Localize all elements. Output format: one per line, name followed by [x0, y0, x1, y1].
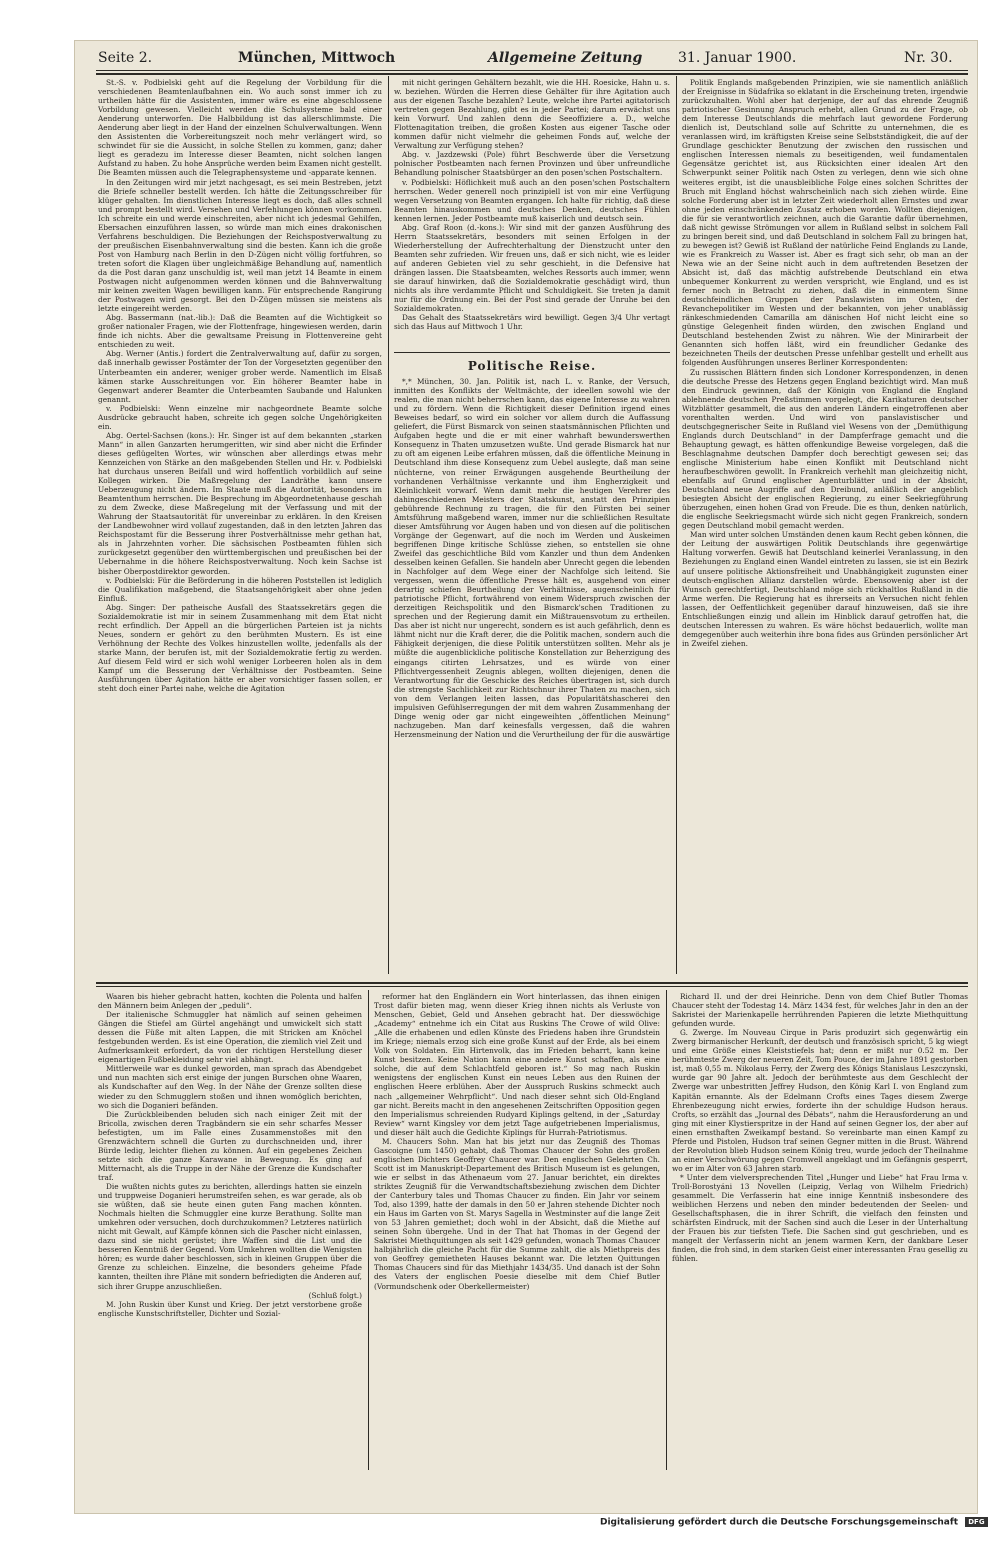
paragraph: Die Zurückbleibenden beluden sich nach einiger Zeit mit der Bricolla, zwischen deren Tragbändern sie ein sehr scharfes Messer befestigten, um im Falle eines Zusammenstoßes mit den Grenzwächtern schnell die Gurten zu durchschneiden und, ihrer Bürde ledig, leichter fliehen zu können. Auf ein gegebenes Zeichen setzte sich die ganze Karawane in Bewegung. Es ging auf Mitternacht, als die Truppe in der Nähe der Grenze die Kundschafter traf. [98, 1109, 362, 1182]
issue-number: Nr. 30. [904, 50, 953, 66]
paragraph: St.-S. v. Podbielski geht auf die Regelung der Vorbildung für die verschiedenen Beamtenlaufbahnen ein. Wo auch sonst immer ich zu urtheilen hätte für die Assistenten, immer wäre es eine abgeschlossene Vorbildung gewesen. Vielleicht werden die Schulsysteme bald einer Aenderung unterworfen. Die Halbbildung ist das allerschlimmste. Die Aenderung aber liegt in der Hand der einzelnen Schulverwaltungen. Wenn den Assistenten die Vorbereitungszeit noch mehr verlängert wird, so schwindet für sie die Aussicht, in solche Stellen zu kommen, ganz; daher liegt es geradezu im Interesse dieser Beamten, nicht solchen langen Aufstand zu haben. Zu hohe Ansprüche werden beim Examen nicht gestellt. Die Beamten müssen auch die Telegraphensysteme und -apparate kennen. [98, 78, 382, 178]
article-title: Politische Reise. [467, 359, 597, 373]
paragraph: *,* München, 30. Jan. Politik ist, nach L. v. Ranke, der Versuch, inmitten des Konflikts der Weltmächte, der ideellen sowohl wie der realen, die man nicht beherrschen kann, das eigene Interesse zu wahren und zu fördern. Wenn die Richtigkeit dieser Definition irgend eines Beweises bedarf, so wird ein solcher vor allem durch die Auffassung geliefert, die Fürst Bismarck von seinen staatsmännischen Pflichten und Aufgaben hegte und die er mit einer wahrhaft bewunderswerthen Konsequenz in Thaten umzusetzen wußte. Und gerade Bismarck hat nur zu oft am eigenen Leibe erfahren müssen, daß die öffentliche Meinung in Deutschland ihm diese Konsequenz zum Uebel auslegte, daß man seine nüchterne, von reiner Erwägungen ausgehende Beurtheilung der vorhandenen Verhältnisse verkannte und ihm Engherzigkeit und Kleinlichkeit vorwarf. Wenn damit mehr die heutigen Verehrer des dahingeschiedenen Meisters der Staatskunst, anstatt den Prinzipien gebührende Rechnung zu tragen, die für den Fürsten bei seiner Amtsführung maßgebend waren, immer nur die schließlichen Resultate dieser Amtsführung vor Augen haben und von diesen auf die politischen Vorgänge der Gegenwart, auf die noch im Werden und Auskeimen begriffenen Dinge kritische Schlüsse ziehen, so entstellen sie ohne Zweifel das geschichtliche Bild vom Kanzler und thun dem Andenken desselben keinen Gefallen. Sie handeln aber Unrecht gegen die lebenden in Nachfolger auf dem Wege einer der Nachfolge sich leitend. Sie vergessen, wenn die öffentliche Presse hält es, ausgehend von einer derartig schiefen Beurtheilung der Verhältnisse, augenscheinlich für patriotische Pflicht, fortwährend von einem Widerspruch zwischen der derzeitigen Reichspolitik und den Bismarck'schen Traditionen zu sprechen und der Regierung damit ein Mißtrauensvotum zu ertheilen. Das aber ist nicht nur ungerecht, sondern es ist auch gefährlich, denn es lähmt nicht nur die Kraft derer, die die Politik machen, sondern auch die Fähigkeit derjenigen, die diese Politik unterstützen sollten. Mehr als je müßte die augenblickliche politische Konstellation zur Beherzigung des eingangs citirten Lehrsatzes, und es würde von einer Pflichtvergessenheit Zeugnis ablegen, wollten diejenigen, denen die Verantwortung für die Geschicke des Reiches übertragen ist, sich durch die strengste Sachlichkeit zur Richtschnur ihrer Thaten zu machen, sich von dem Verlangen leiten lassen, das Popularitätshascherei den impulsiven Gefühlserregungen der mit dem wahren Zusammenhang der Dinge wenig oder gar nicht eingeweihten „öffentlichen Meinung“ nachzugeben. Man darf keinesfalls vergessen, daß die wahren Herzensmeinung der Nation und die Verurtheilung der für die auswärtige [394, 377, 670, 739]
paragraph: M. Chaucers Sohn. Man hat bis jetzt nur das Zeugniß des Thomas Gascoigne (um 1450) gehabt, daß Thomas Chaucer der Sohn des großen englischen Dichters Geoffrey Chaucer war. Den englischen Gelehrten Ch. Scott ist im Manuskript-Departement des Britisch Museum ist es gelungen, wie er selbst in das Athenaeum vom 27. Januar berichtet, ein direktes striktes Zeugniß für die Verwandtschaftsbeziehung zwischen dem Dichter der Canterbury tales und Thomas Chaucer zu finden. Ein Jahr vor seinem Tod, also 1399, hatte der damals in den 50 er Jahren stehende Dichter noch ein Haus im Garten von St. Marys Sagella in Westminster auf die lange Zeit von 53 Jahren gemiethet; doch wohl in der Absicht, daß die Miethe auf seinen Sohn übergehe. Und in der That hat Thomas in der Gegend der Sakristei Miethquittungen als seit 1429 gefunden, wonach Thomas Chaucer halbjährlich die gleiche Pacht für die Summe zahlt, die als Miethpreis des von Geoffrey gemietheten Hauses bekannt war. Die letzten Quittungen Thomas Chaucers sind für das Miethjahr 1434/35. Und danach ist der Sohn des Vaters der englischen Poesie dieselbe mit dem Chief Butler (Vormundschenk oder Oberkellermeister) [374, 1136, 660, 1291]
paragraph: Die wußten nichts gutes zu berichten, allerdings hatten sie einzeln und truppweise Doganieri herumstreifen sehen, es war gerade, als ob sie wüßten, daß sie heute einen guten Fang machen könnten. Nochmals hielten die Schmuggler eine kurze Berathung. Sollte man umkehren oder versuchen, doch durchzukommen? Letzteres natürlich nicht mit Gewalt, auf Kämpfe können sich die Pascher nicht einlassen, dazu sind sie nicht gerüstet; ihre Waffen sind die List und die besseren Kenntniß der Gegend. Vom Umkehren wollten die Wenigsten hören; es wurde daher beschlossen, sich in kleinen Gruppen über die Grenze zu schleichen. Einzelne, die besonders geheime Pfade kannten, theilten ihre Pläne mit sondern befriedigten die Anderen auf, sich ihrer Gruppe anzuschließen. [98, 1181, 362, 1291]
feuilleton-rule-thin [96, 986, 968, 987]
feuilleton-column-3 [672, 992, 968, 1472]
credit-text: Digitalisierung gefördert durch die Deutsche Forschungsgemeinschaft [600, 1517, 959, 1528]
paragraph: G. Zwerge. Im Nouveau Cirque in Paris produzirt sich gegenwärtig ein Zwerg birmanischer Herkunft, der deutsch und französisch spricht, 5 kg wiegt und eine Größe eines Kleiststiefels hat; denn er mißt nur 0.52 m. Der berühmteste Zwerg der neueren Zeit, Tom Pouce, der im Jahre 1891 gestorben ist, maß 0,55 m. Nikolaus Ferry, der Zwerg des Königs Stanislaus Leszczynski, wurde gar 90 Jahre alt. Jedoch der berühmteste aus dem Geschlecht der Zwerge war unbestritten Jeffrey Hudson, den König Karl I. von England zum Kapitän ernannte. Als der Edelmann Crofts eines Tages diesem Zwerge Ehrenbezeugung nicht erwies, forderte ihn der schuldige Hudson heraus. Crofts, so erzählt das „Journal des Débats“, nahm die Herausforderung an und ging mit einer Klystierspritze in der Hand auf seinen Gegner los, der aber auf einen ernsthaften Zweikampf bestand. So vereinbarte man einen Kampf zu Pferde und Pistolen, Hudson traf seinen Gegner mitten in die Brust. Während der Revolution blieb Hudson seinem König treu, wurde jedoch der Theilnahme an einer Verschwörung gegen Cromwell angeklagt und im Gefängnis gesperrt, wo er im Alter von 63 Jahren starb. [672, 1028, 968, 1173]
paragraph: reformer hat den Engländern ein Wort hinterlassen, das ihnen einigen Trost dafür bieten mag, wenn dieser Krieg ihnen nichts als Verluste von Menschen, Gebiet, Geld und Ansehen gebracht hat. Der diesswöchige „Academy“ entnehme ich ein Citat aus Ruskins The Crowe of wild Olive: „Alle die erhabenen und edlen Künste des Friedens haben ihre Grundstein im Kriege; niemals erzog sich eine große Kunst auf der Erde, als bei einem Volk von Soldaten. Ein Hirtenvolk, das im Frieden beharrt, kann keine Kunst besitzen. Keine Nation kann eine andere Kunst schaffen, als eine solche, die auf dem Schlachtfeld geboren ist.“ So mag nach Ruskin wenigstens der englischen Kunst ein neues Leben aus den Ruinen der englischen Heere erblühen. Aber der Ausspruch Ruskins schmeckt auch nach „allgemeiner Wehrpflicht“. Und nach dieser sehnt sich Old-England gar nicht. Bereits macht in den angesehenen Zeitschriften Opposition gegen den Imperialismus schreienden Rudyard Kiplings geltend, in der „Saturday Review“ warnt Kingsley vor dem jetzt Tage aufgetriebenen Imperialismus, und dieser hält auch die Gedichte Kiplings für Hurrah-Patriotismus. [374, 992, 660, 1137]
issue-date: 31. Januar 1900. [678, 50, 797, 66]
page-number: Seite 2. [98, 50, 153, 66]
paragraph: In den Zeitungen wird mir jetzt nachgesagt, es sei mein Bestreben, jetzt die Briefe schneller bestellt werden. Ich hätte die Zeitungsschreiber für klüger gehalten. Im dienstlichen Interesse liegt es doch, daß alles schnell und prompt bestellt wird. Versehen und Verfehlungen können vorkommen. Ich schreite ein und werde einschreiten, aber nicht ich jedesmal Gehilfen, Ebersachen einzuführen lassen, so würde man mich eines drakonischen Verfahrens beschuldigen. Die Beziehungen der Reichspostverwaltung zu der preußischen Eisenbahnverwaltung sind die besten. Kann ich die große Post von Hamburg nach Berlin in den D-Zügen nicht völlig fortfuhren, so treten sofort die Klagen über ungleichmäßige Behandlung auf, namentlich da die Post daran ganz unschuldig ist, weil man jetzt 14 Beamte in einem Postwagen nicht aufgenommen werden können und die Bahnverwaltung mir keinen zweiten Wagen bewilligen kann. Für entsprechende Rangirung der Postwagen wird gesorgt. Bei den D-Zügen müssen sie meistens als letzte eingereiht werden. [98, 177, 382, 314]
newspaper-title: Allgemeine Zeitung [488, 50, 643, 66]
dfg-logo: DFG [965, 1517, 987, 1527]
paragraph: Abg. Graf Roon (d.-kons.): Wir sind mit der ganzen Ausführung des Herrn Staatssekretärs, besonders mit seinen Erfolgen in der Wiederherstellung der Aufrechterhaltung der Dienstzucht unter den Beamten sehr zufrieden. Wir freuen uns, daß er sich nicht, wie es leider auf anderen Gebieten viel zu sehr geschieht, in die Defensive hat drängen lassen. Die Staatsbeamten, welches Ressorts auch immer, wenn sie darauf hinwirken, daß die Sozialdemokratie geschädigt wird, thun nichts als ihre verdammte Pflicht und Schuldigkeit. Sie treten ja damit nur für die Ordnung ein. Bei der Post sind gerade der Unruhe bei den Sozialdemokraten. [394, 222, 670, 314]
paragraph: Man wird unter solchen Umständen denen kaum Recht geben können, die der Leitung der auswärtigen Politik Deutschlands ihre gegenwärtige Haltung vorwerfen. Gewiß hat Deutschland keinerlei Veranlassung, in den Beziehungen zu England einen Wandel eintreten zu lassen, sie ist ein Bezirk auf unsere politische Aktionsfreiheit und Unabhängigkeit zugunsten einer deutsch-englischen Allianz darstellen würde. Ebensowenig aber ist der Wunsch gerechtfertigt, Deutschland möge sich rückhaltlos Rußland in die Arme werfen. Die Regierung hat es ihrerseits an Versuchen nicht fehlen lassen, der Oeffentlichkeit gegenüber darauf hinzuweisen, daß sie ihre Entschließungen einzig und allein im Hinblick darauf getroffen hat, die deutschen Interessen zu wahren. Es wäre höchst bedauerlich, wollte man demgegenüber auch weiterhin ihre bona fides aus Gründen persönlicher Art in Zweifel ziehen. [682, 530, 968, 648]
paragraph: v. Podbielski: Höflichkeit muß auch an den posen'schen Postschaltern herrschen. Weder generell noch prinzipiell ist von mir eine Verfügung wegen Versetzung von Beamten ergangen. Ich halte für richtig, daß diese Beamten hinauskommen und deutsches Denken, deutsches Fühlen kennen lernen. Jeder Postbeamte muß kaiserlich und deutsch sein. [394, 177, 670, 223]
paragraph: Abg. Oertel-Sachsen (kons.): Hr. Singer ist auf dem bekannten „starken Mann“ in allen Ganzarten herumgeritten, wir sind aber nicht die Erfinder dieses geflügelten Wortes, wir wünschen aber allerdings etwas mehr Kennzeichen von Stärke an den maßgebenden Stellen und Hr. v. Podbielski hat durchaus unseren Beifall und wird hoffentlich vorbildlich auf seine Kollegen wirken. Die Maßregelung der Landräthe kann unsere Ueberzeugung nicht ändern. Im Staate muß die Autorität, besonders im Beamtenthum herrschen. Die Besprechung im Abgeordnetenhause geschah zu dem Zwecke, diese Maßregelung mit der Verfassung und mit der Wahrung der Staatsautorität für unvereinbar zu erklären. In den Kreisen der Landbewohner wird vollauf zugestanden, daß in den letzten Jahren das Reichspostamt für die Besserung ihrer Postverhältnisse mehr gethan hat, als in Jahrzehnten vorher. Die sächsischen Postbeamten fühlen sich zurückgesetzt gegenüber den württembergischen und preußischen bei der Uebernahme in die höhere Reichspostverwaltung. Noch kein Sachse ist bisher Oberpostdirektor geworden. [98, 430, 382, 576]
paragraph: Der italienische Schmuggler hat nämlich auf seinen geheimen Gängen die Stiefel am Gürtel angehängt und umwickelt sich statt dessen die Füße mit alten Lappen, die mit Stricken am Knöchel festgebunden werden. Es ist eine Operation, die ziemlich viel Zeit und Aufmerksamkeit erfordert, da von der richtigen Herstellung dieser eigenartigen Fußbekleidung sehr viel abhängt. [98, 1010, 362, 1065]
paragraph: Abg. Werner (Antis.) fordert die Zentralverwaltung auf, dafür zu sorgen, daß innerhalb gewisser Postämter der Ton der Vorgesetzten gegenüber den Unterbeamten ein anderer, weniger grober werde. Namentlich im Elsaß kämen starke Ausschreitungen vor. Ein höherer Beamter habe in Gegenwart anderer Beamter die Unterbeamten Saubande und Halunken genannt. [98, 349, 382, 404]
header-rule [96, 70, 968, 71]
column-divider [368, 990, 369, 1470]
column-parliament-report [98, 78, 382, 976]
paragraph: Abg. v. Jazdzewski (Pole) führt Beschwerde über die Versetzung polnischer Postbeamten nach fernen Provinzen und über unfreundliche Behandlung polnischer Staatsbürger an den posen'schen Postschaltern. [394, 150, 670, 178]
digitization-credit [600, 1517, 985, 1535]
paragraph: Abg. Bassermann (nat.-lib.): Daß die Beamten auf die Wichtigkeit so großer nationaler Fragen, wie der Flottenfrage, hingewiesen werden, darin finde ich nichts. Aber die gewaltsame Preisung in Flottenvereine geht entschieden zu weit. [98, 313, 382, 350]
column-divider [388, 76, 389, 974]
paragraph: Richard II. und der drei Heinriche. Denn von dem Chief Butler Thomas Chaucer steht der Todestag 14. März 1434 fest, für welches Jahr in den an der Sakristei der Marienkapelle herrührenden Papieren die letzte Miethquittung gefunden wurde. [672, 992, 968, 1029]
paragraph: (Schluß folgt.) [308, 1290, 362, 1300]
article-politische-reise [394, 356, 670, 974]
paragraph: Abg. Singer: Der patheische Ausfall des Staatssekretärs gegen die Sozialdemokratie ist mir in seinem Zusammenhang mit dem Etat nicht recht erfindlich. Der Appell an die bürgerlichen Parteien ist ja nichts Neues, sondern er gehört zu den berühmten Mustern. Es ist eine Verhöhnung der Rechte des Volkes hinzustellen wollte, jedenfalls als der starke Mann, der berufen ist, mit der Sozialdemokratie fertig zu werden. Auf diesem Feld wird er sich wohl weniger Lorbeeren holen als in dem Kampf um die Besserung der Verhältnisse der Postbeamten. Seine Ausführungen über Agitation hätte er aber vorsichtiger fassen sollen, er steht doch einer Partei nahe, welche die Agitation [98, 602, 382, 694]
paragraph: Politik Englands maßgebenden Prinzipien, wie sie namentlich anläßlich der Ereignisse in Südafrika so eklatant in die Erscheinung treten, irgendwie zurückzuhalten. Wohl aber hat derjenige, der auf das ehrende Zeugniß patriotischer Gesinnung Anspruch erhebt, allen Grund zu der Frage, ob dem Interesse Deutschlands die mehrfach laut gewordene Forderung dienlich ist, Deutschland solle auf Schritte zu unternehmen, die es veranlassen wird, im kräftigsten Kreise seine Selbstständigkeit, die auf der Grundlage geschickter Benutzung der zwischen den russischen und englischen Interessen niemals zu beseitigenden, weil fundamentalen Gegensätze gerichtet ist, aus Rücksichten einer idealen Art den Schwerpunkt seiner Politik nach Osten zu verlegen, denn wie sich ohne weiteres ergibt, ist die unausbleibliche Folge eines solchen Schrittes der Bruch mit England höchst wahrscheinlich nach sich ziehen würde. Eine solche Forderung aber ist in letzter Zeit wiederholt allen Ernstes und zwar ohne jeden einschränkenden Zusatz erhoben worden. Wollten diejenigen, die für sie verantwortlich zeichnen, auch die Garantie dafür übernehmen, daß nicht gewisse Strömungen vor allem in Rußland selbst in solchem Fall zu bringen bereit sind, und daß Deutschland in solchem Fall zu bringen hat, zu bewegen ist? Gewiß ist Rußland der natürliche Feind Englands zu Lande, wie es Frankreich zu Wasser ist. Aber es fragt sich sehr, ob man an der Newa wie an der Seine nicht auch in dem auftretenden Besetzen der Absicht ist, daß das mächtig aufstrebende Deutschland ein etwa unbequemer Konkurrent zu werden verspricht, wie England, und es ist ferner noch in Betracht zu ziehen, daß die in einmentem Sinne deutschfeindlichen Gruppen der Panslawisten im Osten, der Revanchepolitiker im Westen und der bekannten, von jeher unablässig ränkeschmiedenden Camarilla am dänischen Hof nicht leicht eine so günstige Gelegenheit finden würden, den zwischen England und Deutschland bestehenden Zwist zu nähren. Wie der Minirarbeit der Genannten sich hoffen läßt, wird ein freundlicher Gedanke des bezeichneten Theils der deutschen Presse unfehlbar gestellt und erhellt aus folgenden Ausführungen unseres Berliner Korrespondenten: [682, 78, 968, 368]
feuilleton-column-1 [98, 992, 362, 1472]
paragraph: Mittlerweile war es dunkel geworden, man sprach das Abendgebet und nun machten sich erst einige der jungen Burschen ohne Waaren, als Kundschafter auf den Weg. In der Nähe der Grenze sollten diese wieder zu den Schmugglern stoßen und ihnen womöglich berichten, wo sich die Doganieri befänden. [98, 1064, 362, 1110]
header-rule-thick [96, 73, 968, 75]
column-parliament-continued [394, 78, 670, 346]
column-politics-continued [682, 78, 968, 976]
paragraph: Zu russischen Blättern finden sich Londoner Korrespondenzen, in denen die deutsche Presse des Hetzens gegen England bezichtigt wird. Man muß den Eindruck gewinnen, daß der Königin von England die England ablehnende deutschen Preßstimmen vorgelegt, die Karikaturen deutscher Witzblätter gesammelt, die aus den anderen Ländern eingetroffenen aber vorenthalten werden. Und wird von panslavistischer und deutschgegnerischer Seite in Rußland viel Wesens von der „Demüthigung Englands durch Deutschland“ in der Dampferfrage gemacht und die Behauptung gewagt, es hätten offenkundige Beweise vorgelegen, daß die Beschlagnahme deutschen Dampfer doch berechtigt gewesen sei; das englische Ministerium habe einen Konflikt mit Deutschland nicht heraufbeschwören gewollt. In Frankreich verhehlt man gleichzeitig nicht, ebenfalls auf Grund englischer Agenturblätter und in der Absicht, Deutschland neue Augriffe auf den Dreibund, anläßlich der angeblich besiegten Absicht der englischen Regierung, zu einer Seekriegführung überzugehen, einen hohen Grad von Freude. Die es thun, denken natürlich, die englische Seekriegsmacht würde sich nicht gegen Frankreich, sondern gegen Deutschland mobil gemacht werden. [682, 367, 968, 531]
section-rule [394, 352, 670, 353]
paragraph: Das Gehalt des Staatssekretärs wird bewilligt. Gegen 3/4 Uhr vertagt sich das Haus auf Mittwoch 1 Uhr. [394, 313, 670, 332]
column-divider [666, 990, 667, 1470]
feuilleton-column-2 [374, 992, 660, 1472]
paragraph: mit nicht geringen Gehältern bezahlt, wie die HH. Roesicke, Hahn u. s. w. beziehen. Würden die Herren diese Gehälter für ihre Agitation auch aus der eigenen Tasche bezahlen? Leute, welche ihre Partei agitatorisch vertreten gegen Bezahlung, gibt es in jeder Partei; darum erwächst uns kein Vorwurf. Und zahlen denn die Seeoffiziere a. D., welche Flottenagitation treiben, die großen Kosten aus eigener Tasche oder kommen dafür nicht vielmehr die geheimen Fonds auf, welche der Verwaltung zur Verfügung stehen? [394, 78, 670, 151]
paragraph: v. Podbielski: Für die Beförderung in die höheren Poststellen ist lediglich die Qualifikation maßgebend, die Staatsangehörigkeit aber ohne jeden Einfluß. [98, 575, 382, 603]
paragraph: * Unter dem vielversprechenden Titel „Hunger und Liebe“ hat Frau Irma v. Troll-Borostyáni 13 Novellen (Leipzig, Verlag von Wilhelm Friedrich) gesammelt. Die Verfasserin hat eine innige Kenntniß insbesondere des weiblichen Herzens und neben den minder bedeutenden der Seelen- und Gesellschaftsphasen, die in ihrer Schrift, die vielfach den feinsten und schärfsten Eindruck, mit der Sachen sind auch die Leser in der Unterhaltung der Frauen bis zur tiefsten Tiefe. Die Sachen sind gut geschrieben, und es mangelt der Verfasserin nicht an jenem warmen Kern, der dankbare Leser finden, die froh sind, in dem starken Geist einer interessanten Frau gesellig zu fühlen. [672, 1172, 968, 1264]
paragraph: M. John Ruskin über Kunst und Krieg. Der jetzt verstorbene große englische Kunstschriftsteller, Dichter und Sozial- [98, 1299, 362, 1318]
paragraph: Waaren bis hieher gebracht hatten, kochten die Polenta und halfen den Männern beim Anlegen der „peduli“. [98, 992, 362, 1011]
paragraph: v. Podbielski: Wenn einzelne mir nachgeordnete Beamte solche Ausdrücke gebraucht haben, schreite ich gegen solche Ungehörigkeiten ein. [98, 403, 382, 431]
column-divider [676, 76, 677, 974]
page-header [98, 50, 968, 72]
place-date-left: München, Mittwoch [238, 50, 396, 66]
feuilleton-rule [96, 982, 968, 984]
